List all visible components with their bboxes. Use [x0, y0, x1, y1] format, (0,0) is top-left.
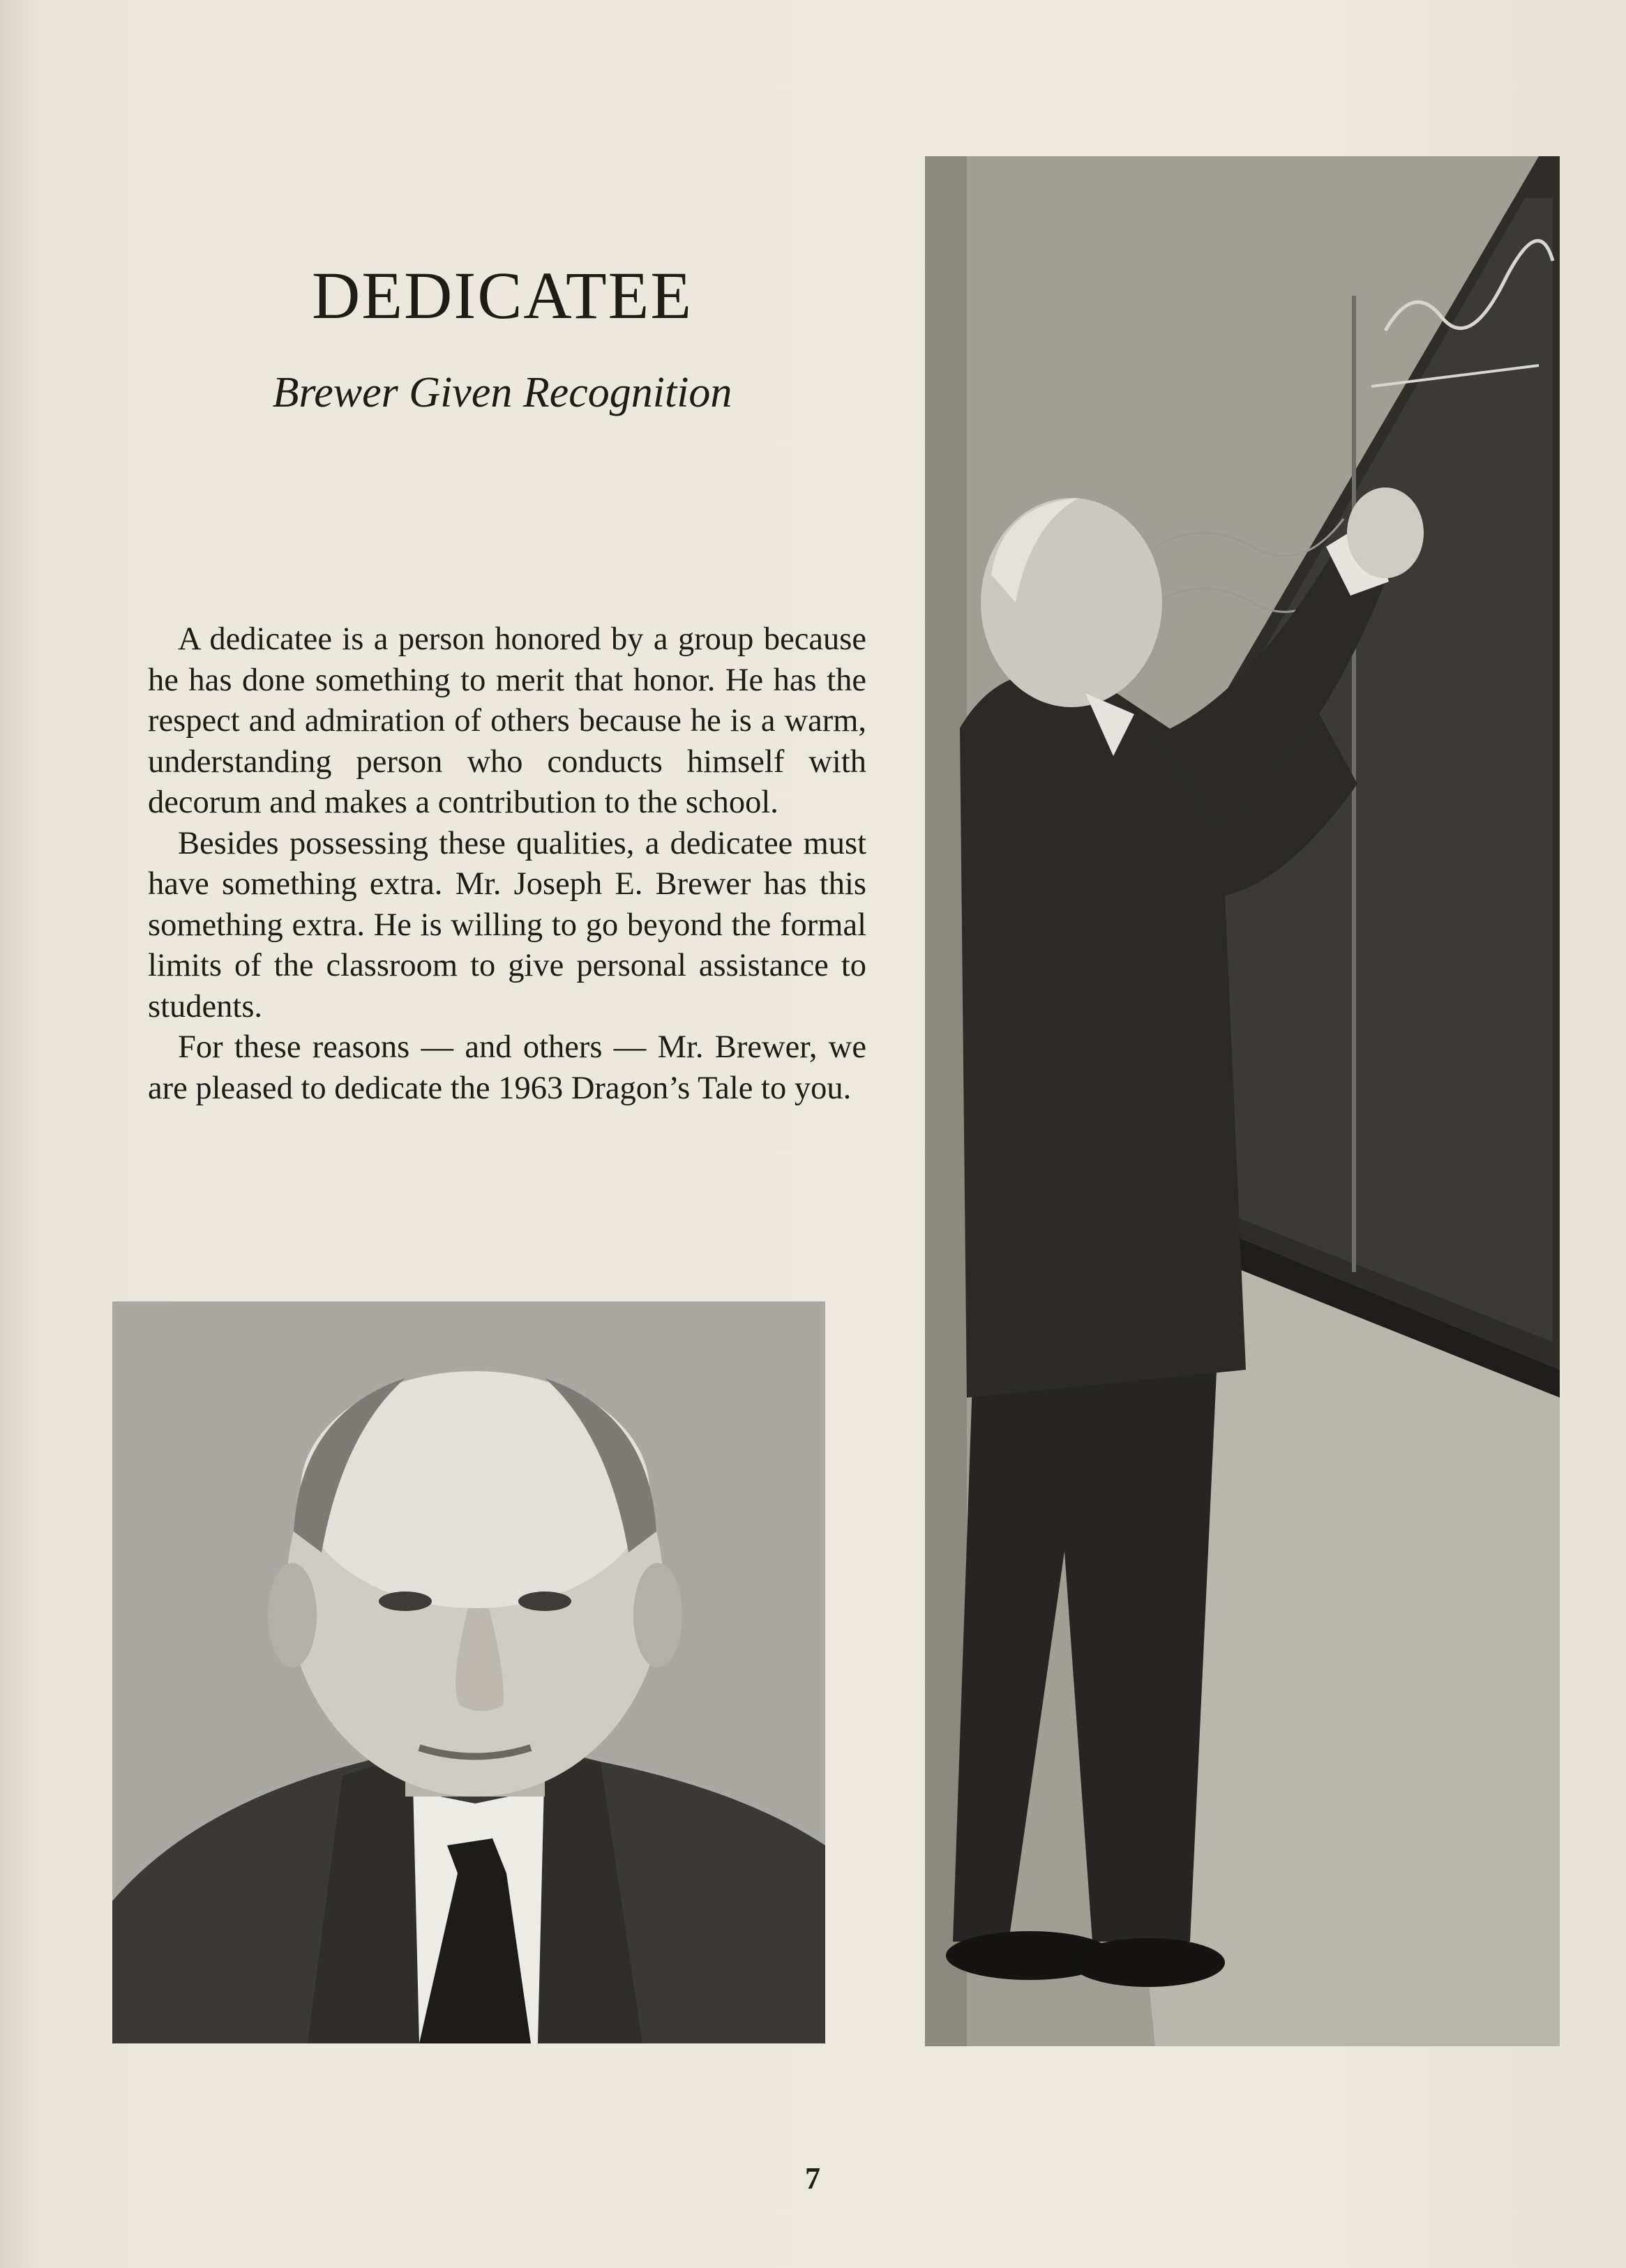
page-title: DEDICATEE — [312, 258, 693, 333]
page-number: 7 — [805, 2161, 820, 2195]
portrait-photo — [112, 1301, 825, 2043]
paragraph-1: A dedicatee is a person honored by a group because he has done something to merit that honor. He has the respect and admiration of others because he is a warm, understanding person who conducts himself with decorum and makes a contribution to the school. — [148, 621, 866, 820]
article-body — [148, 619, 866, 1109]
page-subtitle: Brewer Given Recognition — [272, 369, 732, 416]
paragraph-2: Besides possessing these qualities, a dedicatee must have something extra. Mr. Joseph E. Brewer has this something extra. He is willing to go beyond the formal limits of the classroom to give personal assistance to students. — [148, 825, 866, 1025]
chalkboard-photo — [925, 156, 1560, 2046]
paragraph-3: For these reasons — and others — Mr. Brewer, we are pleased to dedicate the 1963 Dragon’s Tale to you. — [148, 1029, 866, 1106]
